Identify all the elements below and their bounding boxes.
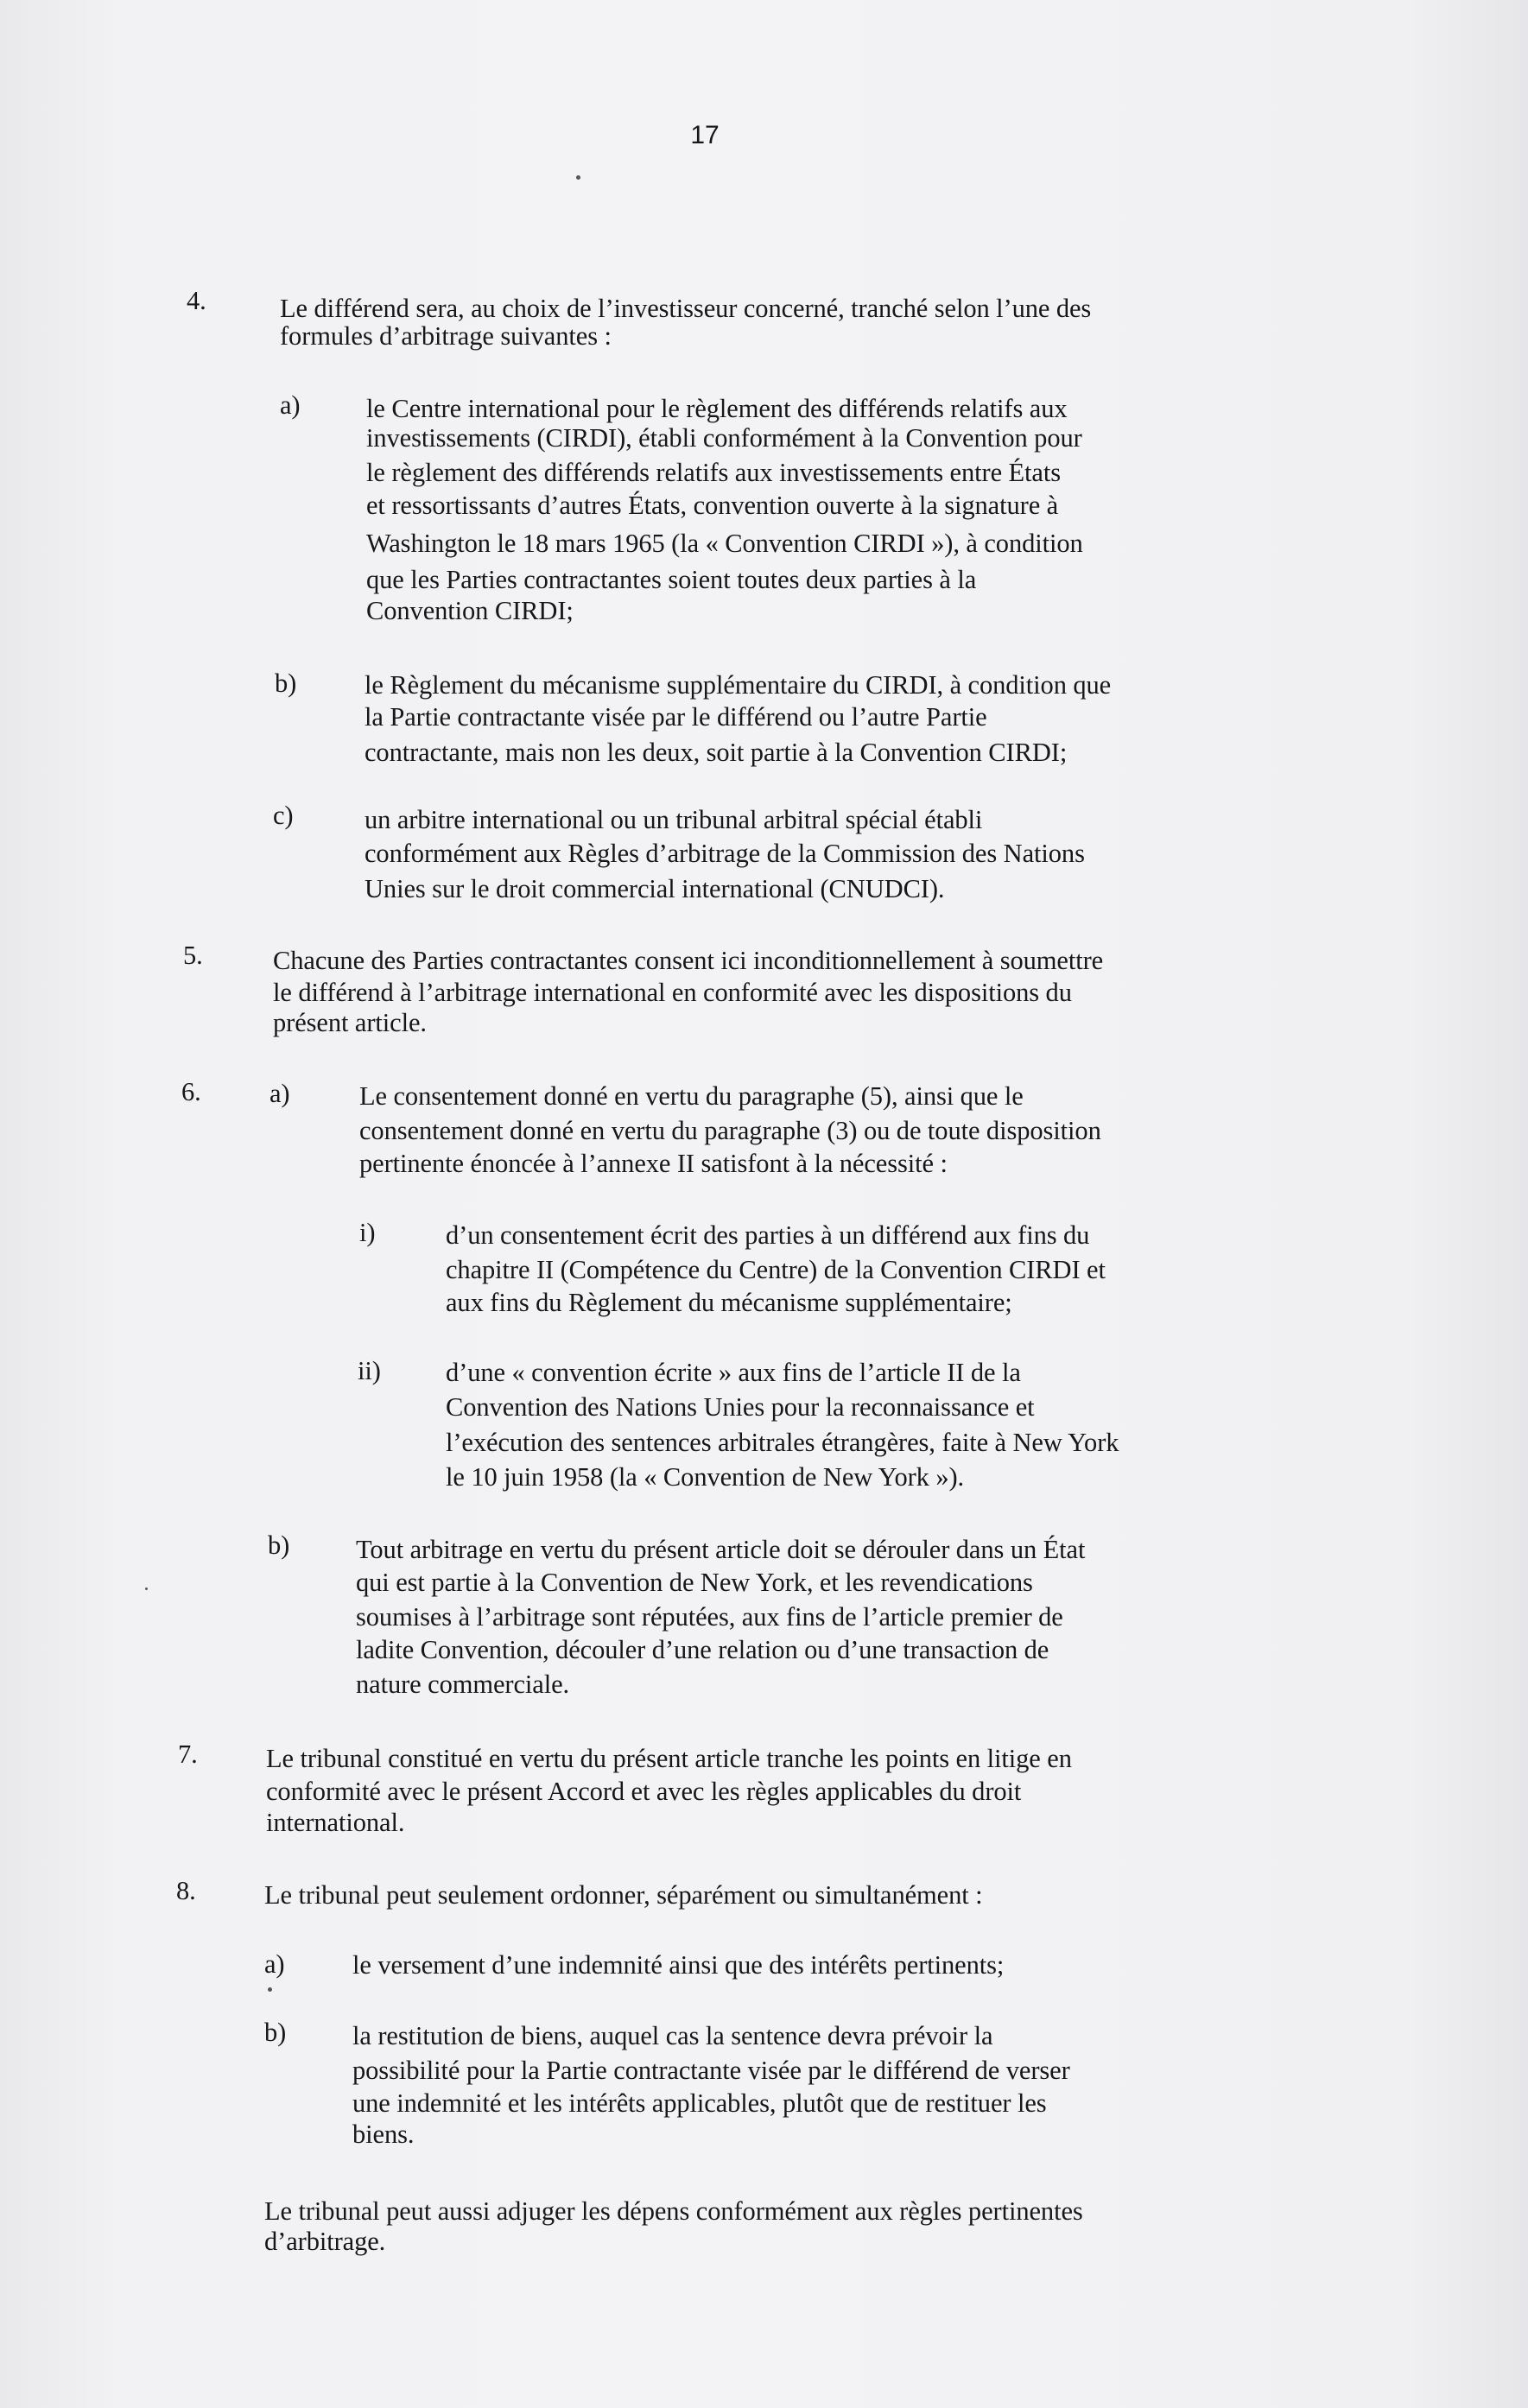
p4-a-label: a) — [280, 390, 301, 420]
p4-a-line-3: le règlement des différends relatifs aux investissements entre États — [366, 458, 1062, 487]
p5-line-3: présent article. — [273, 1008, 427, 1037]
p6-b-line-3: soumises à l’arbitrage sont réputées, aux fins de l’article premier de — [356, 1602, 1063, 1632]
p8-a-label: a) — [264, 1949, 285, 1979]
p4-a-line-5: Washington le 18 mars 1965 (la « Convention CIRDI »), à condition — [366, 529, 1083, 558]
p4-a-line-1: le Centre international pour le règlement des différends relatifs aux — [366, 394, 1068, 423]
p4-b-label: b) — [275, 669, 297, 698]
p4-c-label: c) — [273, 801, 294, 830]
p4-line-2: formules d’arbitrage suivantes : — [280, 321, 612, 351]
speck-mark — [576, 175, 580, 180]
p6-a-line-3: pertinente énoncée à l’annexe II satisfont à la nécessité : — [359, 1149, 948, 1178]
p4-a-line-4: et ressortissants d’autres États, convention ouverte à la signature à — [366, 491, 1059, 520]
p6-i-label: i) — [359, 1218, 376, 1247]
p4-number: 4. — [187, 286, 206, 315]
p4-c-line-3: Unies sur le droit commercial international (CNUDCI). — [365, 874, 945, 903]
speck-mark — [145, 1587, 148, 1590]
p6-b-line-4: ladite Convention, découler d’une relation ou d’une transaction de — [356, 1635, 1049, 1664]
p4-a-line-2: investissements (CIRDI), établi conformément à la Convention pour — [366, 423, 1082, 453]
p6-b-line-2: qui est partie à la Convention de New York, et les revendications — [356, 1568, 1033, 1597]
p4-a-line-7: Convention CIRDI; — [366, 596, 574, 625]
p4-a-line-6: que les Parties contractantes soient toutes deux parties à la — [366, 565, 977, 594]
p6-b-label: b) — [268, 1530, 290, 1560]
p8-line-1: Le tribunal peut seulement ordonner, séparément ou simultanément : — [264, 1880, 983, 1910]
p8-closing-line-1: Le tribunal peut aussi adjuger les dépens conformément aux règles pertinentes — [264, 2196, 1083, 2226]
p8-b-line-1: la restitution de biens, auquel cas la sentence devra prévoir la — [352, 2021, 993, 2050]
p6-ii-label: ii) — [358, 1356, 381, 1385]
speck-mark — [268, 1987, 272, 1992]
p4-b-line-2: la Partie contractante visée par le différend ou l’autre Partie — [365, 702, 987, 732]
p8-closing-line-2: d’arbitrage. — [264, 2227, 386, 2256]
p8-a-line-1: le versement d’une indemnité ainsi que des intérêts pertinents; — [352, 1950, 1005, 1980]
p7-line-3: international. — [266, 1808, 405, 1837]
p4-c-line-2: conformément aux Règles d’arbitrage de la Commission des Nations — [365, 839, 1085, 868]
p6-ii-line-4: le 10 juin 1958 (la « Convention de New York »). — [446, 1462, 965, 1492]
p4-line-1: Le différend sera, au choix de l’investisseur concerné, tranché selon l’une des — [280, 294, 1092, 323]
p5-line-2: le différend à l’arbitrage international en conformité avec les dispositions du — [273, 978, 1072, 1007]
p7-number: 7. — [178, 1739, 198, 1769]
p6-b-line-1: Tout arbitrage en vertu du présent article doit se dérouler dans un État — [356, 1535, 1086, 1564]
p6-a-line-2: consentement donné en vertu du paragraphe (3) ou de toute disposition — [359, 1116, 1101, 1145]
p6-a-label: a) — [269, 1079, 290, 1108]
p6-number: 6. — [181, 1077, 201, 1106]
p6-ii-line-3: l’exécution des sentences arbitrales étrangères, faite à New York — [446, 1428, 1119, 1457]
p4-b-line-3: contractante, mais non les deux, soit partie à la Convention CIRDI; — [365, 738, 1068, 767]
p8-number: 8. — [176, 1876, 196, 1905]
p6-a-line-1: Le consentement donné en vertu du paragraphe (5), ainsi que le — [359, 1081, 1024, 1111]
p6-ii-line-2: Convention des Nations Unies pour la reconnaissance et — [446, 1392, 1035, 1422]
p7-line-2: conformité avec le présent Accord et avec les règles applicables du droit — [266, 1777, 1022, 1806]
p5-number: 5. — [183, 941, 203, 970]
p7-line-1: Le tribunal constitué en vertu du présent article tranche les points en litige en — [266, 1744, 1072, 1773]
p8-b-label: b) — [264, 2018, 287, 2047]
p8-b-line-4: biens. — [352, 2120, 415, 2149]
p6-i-line-1: d’un consentement écrit des parties à un différend aux fins du — [446, 1220, 1090, 1250]
p6-i-line-2: chapitre II (Compétence du Centre) de la Convention CIRDI et — [446, 1255, 1106, 1284]
p5-line-1: Chacune des Parties contractantes consent ici inconditionnellement à soumettre — [273, 946, 1104, 975]
p6-ii-line-1: d’une « convention écrite » aux fins de l’article II de la — [446, 1358, 1021, 1387]
p4-b-line-1: le Règlement du mécanisme supplémentaire du CIRDI, à condition que — [365, 670, 1112, 700]
p6-i-line-3: aux fins du Règlement du mécanisme supplémentaire; — [446, 1288, 1012, 1317]
p8-b-line-3: une indemnité et les intérêts applicables, plutôt que de restituer les — [352, 2088, 1047, 2118]
p4-c-line-1: un arbitre international ou un tribunal arbitral spécial établi — [365, 805, 983, 834]
page-number: 17 — [690, 121, 720, 149]
p8-b-line-2: possibilité pour la Partie contractante visée par le différend de verser — [352, 2056, 1070, 2085]
p6-b-line-5: nature commerciale. — [356, 1670, 570, 1699]
